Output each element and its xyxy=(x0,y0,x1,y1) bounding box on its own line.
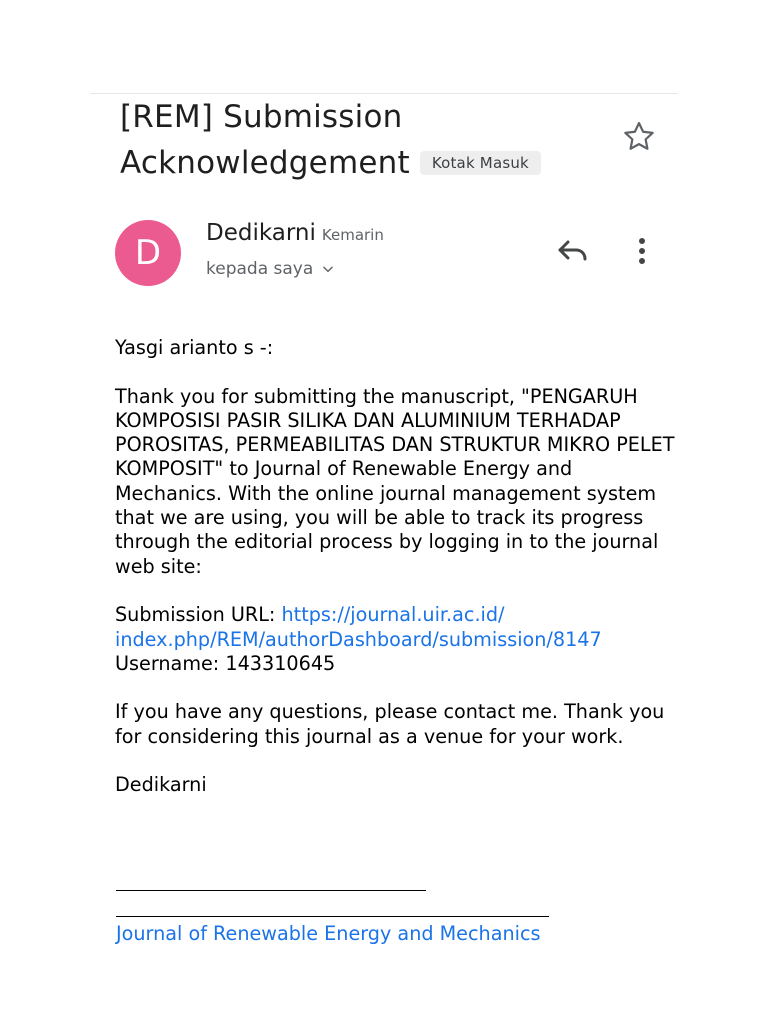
email-subject xyxy=(120,94,560,186)
inbox-label-chip[interactable]: Kotak Masuk xyxy=(420,151,541,175)
more-vertical-icon[interactable] xyxy=(632,236,652,266)
subject-line-1: [REM] Submission xyxy=(120,99,403,135)
body-paragraph-1: Thank you for submitting the manuscript, "PENGARUH KOMPOSISI PASIR SILIKA DAN ALUMINIUM TERHADAP POROSITAS, PERMEABILITAS DAN STRUKTUR MIKRO PELET KOMPOSIT" to Journal of Renewable Energy and Mechanics. With the online journal management system that we are using, you will be able to track its progress through the editorial process by logging in to the journal web site: xyxy=(115,384,675,578)
sender-row xyxy=(206,218,384,250)
star-icon[interactable] xyxy=(620,118,658,156)
sender-avatar[interactable]: D xyxy=(115,220,181,286)
recipient-details-toggle[interactable] xyxy=(206,256,335,282)
submission-url-part-2[interactable]: index.php/REM/authorDashboard/submission/8147 xyxy=(115,627,602,651)
greeting: Yasgi arianto s -: xyxy=(115,336,274,359)
submission-url-part-1[interactable]: https://journal.uir.ac.id/ xyxy=(281,603,505,627)
username-value: 143310645 xyxy=(225,651,336,675)
sent-time: Kemarin xyxy=(321,226,384,244)
signature: Dedikarni xyxy=(115,773,207,797)
submission-info xyxy=(115,603,675,676)
chevron-down-icon xyxy=(321,262,335,276)
username-label: Username: xyxy=(115,651,220,675)
footer-journal-link[interactable]: Journal of Renewable Energy and Mechanics xyxy=(116,922,541,945)
email-body xyxy=(115,336,675,822)
subject-line-2: Acknowledgement xyxy=(120,145,410,181)
signature-rule-1 xyxy=(116,890,426,891)
recipient-text: kepada saya xyxy=(206,259,314,279)
footer-link-cutoff[interactable] xyxy=(116,922,676,945)
reply-icon[interactable] xyxy=(556,236,590,266)
signature-rule-2 xyxy=(116,916,549,917)
sender-name[interactable]: Dedikarni xyxy=(206,220,316,246)
submission-url-label: Submission URL: xyxy=(115,603,276,627)
body-paragraph-2: If you have any questions, please contact me. Thank you for considering this journal as a venue for your work. xyxy=(115,700,665,748)
